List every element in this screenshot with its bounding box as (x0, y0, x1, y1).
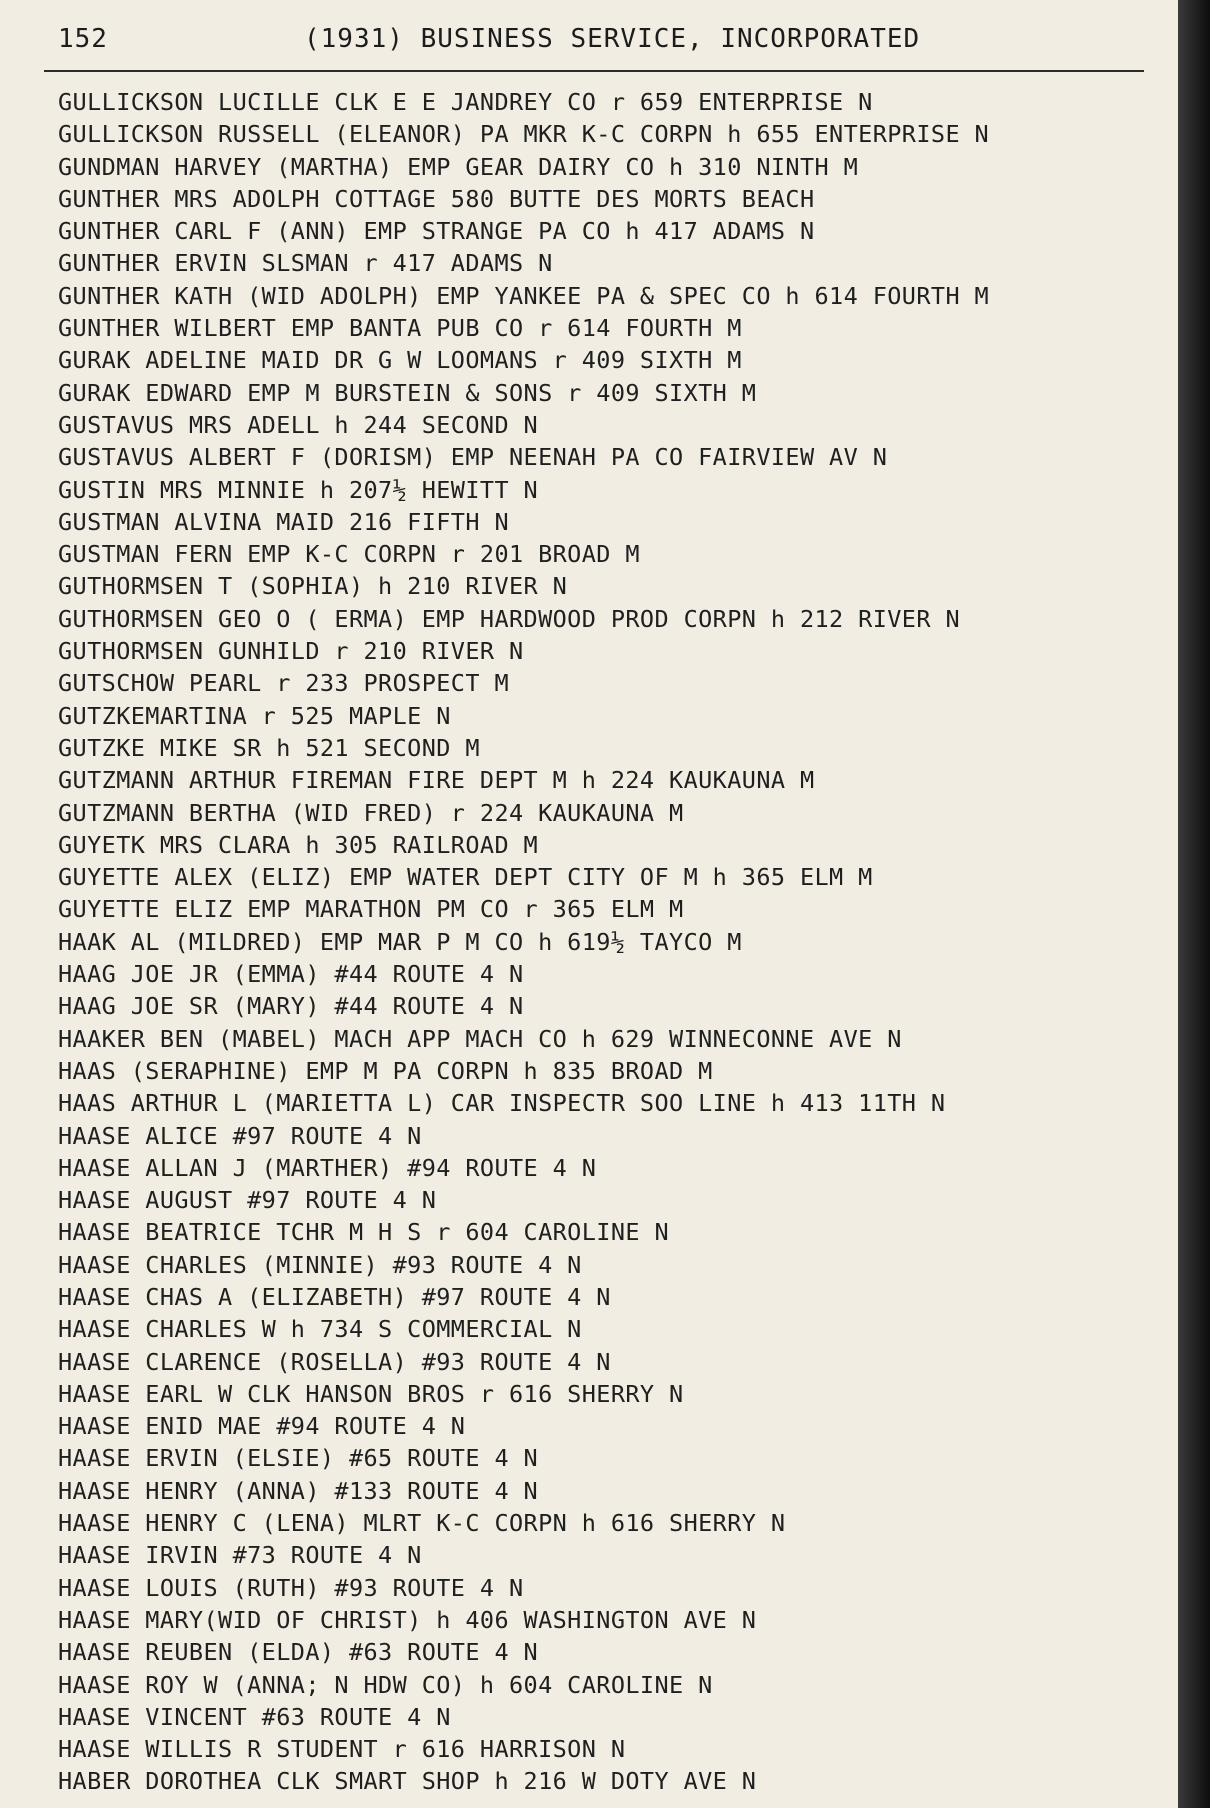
directory-entry: GUNDMAN HARVEY (MARTHA) EMP GEAR DAIRY CO h 310 NINTH M (58, 152, 859, 181)
header-rule (44, 70, 1144, 72)
directory-entry: GULLICKSON RUSSELL (ELEANOR) PA MKR K-C CORPN h 655 ENTERPRISE N (58, 120, 990, 149)
directory-entry: HAASE ALICE #97 ROUTE 4 N (58, 1121, 422, 1150)
directory-entry: HAASE REUBEN (ELDA) #63 ROUTE 4 N (58, 1638, 539, 1667)
directory-entry: GUSTMAN ALVINA MAID 216 FIFTH N (58, 507, 509, 536)
directory-entry: HAAKER BEN (MABEL) MACH APP MACH CO h 629 WINNECONNE AVE N (58, 1024, 902, 1053)
directory-entry: HAASE AUGUST #97 ROUTE 4 N (58, 1186, 437, 1215)
directory-entry: GUTHORMSEN T (SOPHIA) h 210 RIVER N (58, 572, 568, 601)
directory-entries (58, 86, 1168, 1798)
directory-entry: GUSTAVUS ALBERT F (DORISM) EMP NEENAH PA CO FAIRVIEW AV N (58, 443, 888, 472)
directory-entry: HAAS ARTHUR L (MARIETTA L) CAR INSPECTR SOO LINE h 413 11TH N (58, 1089, 946, 1118)
directory-entry: HAASE ROY W (ANNA; N HDW CO) h 604 CAROLINE N (58, 1670, 713, 1699)
directory-entry: GURAK EDWARD EMP M BURSTEIN & SONS r 409 SIXTH M (58, 378, 757, 407)
directory-entry: GUYETK MRS CLARA h 305 RAILROAD M (58, 830, 539, 859)
directory-entry: GUSTMAN FERN EMP K-C CORPN r 201 BROAD M (58, 540, 640, 569)
directory-entry: GUTZKE MIKE SR h 521 SECOND M (58, 733, 480, 762)
directory-entry: GUNTHER KATH (WID ADOLPH) EMP YANKEE PA & SPEC CO h 614 FOURTH M (58, 281, 990, 310)
directory-entry: HAASE IRVIN #73 ROUTE 4 N (58, 1541, 422, 1570)
directory-entry: HAASE EARL W CLK HANSON BROS r 616 SHERRY N (58, 1379, 684, 1408)
directory-entry: HAASE CHARLES W h 734 S COMMERCIAL N (58, 1315, 582, 1344)
directory-entry: HAASE ERVIN (ELSIE) #65 ROUTE 4 N (58, 1444, 539, 1473)
directory-entry: HAASE ALLAN J (MARTHER) #94 ROUTE 4 N (58, 1153, 597, 1182)
directory-entry: HAAS (SERAPHINE) EMP M PA CORPN h 835 BROAD M (58, 1056, 713, 1085)
directory-entry: HAASE LOUIS (RUTH) #93 ROUTE 4 N (58, 1573, 524, 1602)
directory-entry: GUTHORMSEN GUNHILD r 210 RIVER N (58, 637, 524, 666)
directory-entry: GUSTIN MRS MINNIE h 207½ HEWITT N (58, 475, 539, 504)
directory-entry: HAASE MARY(WID OF CHRIST) h 406 WASHINGTON AVE N (58, 1605, 757, 1634)
directory-entry: GUTSCHOW PEARL r 233 PROSPECT M (58, 669, 509, 698)
running-title: (1931) BUSINESS SERVICE, INCORPORATED (304, 24, 921, 54)
book-binding-edge (1178, 0, 1210, 1808)
directory-entry: GUTHORMSEN GEO O ( ERMA) EMP HARDWOOD PROD CORPN h 212 RIVER N (58, 604, 960, 633)
directory-entry: HAASE HENRY C (LENA) MLRT K-C CORPN h 616 SHERRY N (58, 1509, 786, 1538)
directory-entry: HAASE ENID MAE #94 ROUTE 4 N (58, 1412, 466, 1441)
directory-entry: HAASE WILLIS R STUDENT r 616 HARRISON N (58, 1735, 626, 1764)
directory-entry: HAASE BEATRICE TCHR M H S r 604 CAROLINE N (58, 1218, 670, 1247)
directory-entry: HAASE VINCENT #63 ROUTE 4 N (58, 1702, 451, 1731)
directory-entry: GUTZMANN BERTHA (WID FRED) r 224 KAUKAUNA M (58, 798, 684, 827)
page-number: 152 (58, 24, 108, 54)
directory-entry: HAASE HENRY (ANNA) #133 ROUTE 4 N (58, 1476, 539, 1505)
directory-entry: GURAK ADELINE MAID DR G W LOOMANS r 409 SIXTH M (58, 346, 742, 375)
directory-entry: GUNTHER CARL F (ANN) EMP STRANGE PA CO h 417 ADAMS N (58, 217, 815, 246)
directory-entry: HAAK AL (MILDRED) EMP MAR P M CO h 619½ TAYCO M (58, 927, 742, 956)
directory-entry: GULLICKSON LUCILLE CLK E E JANDREY CO r 659 ENTERPRISE N (58, 88, 873, 116)
directory-entry: HAAG JOE SR (MARY) #44 ROUTE 4 N (58, 992, 524, 1021)
directory-entry: HAASE CLARENCE (ROSELLA) #93 ROUTE 4 N (58, 1347, 611, 1376)
directory-entry: HAASE CHARLES (MINNIE) #93 ROUTE 4 N (58, 1250, 582, 1279)
directory-entry: GUYETTE ALEX (ELIZ) EMP WATER DEPT CITY OF M h 365 ELM M (58, 863, 873, 892)
directory-entry: HAAG JOE JR (EMMA) #44 ROUTE 4 N (58, 960, 524, 989)
directory-entry: GUTZMANN ARTHUR FIREMAN FIRE DEPT M h 224 KAUKAUNA M (58, 766, 815, 795)
directory-entry: GUNTHER ERVIN SLSMAN r 417 ADAMS N (58, 249, 553, 278)
directory-entry: GUNTHER WILBERT EMP BANTA PUB CO r 614 FOURTH M (58, 314, 742, 343)
directory-entry: GUSTAVUS MRS ADELL h 244 SECOND N (58, 410, 539, 439)
page-header (56, 22, 1146, 58)
directory-entry: GUNTHER MRS ADOLPH COTTAGE 580 BUTTE DES MORTS BEACH (58, 184, 815, 213)
directory-entry: GUYETTE ELIZ EMP MARATHON PM CO r 365 ELM M (58, 895, 684, 924)
directory-entry: HAASE CHAS A (ELIZABETH) #97 ROUTE 4 N (58, 1282, 611, 1311)
directory-entry: GUTZKEMARTINA r 525 MAPLE N (58, 701, 451, 730)
directory-entry: HABER DOROTHEA CLK SMART SHOP h 216 W DOTY AVE N (58, 1767, 757, 1796)
